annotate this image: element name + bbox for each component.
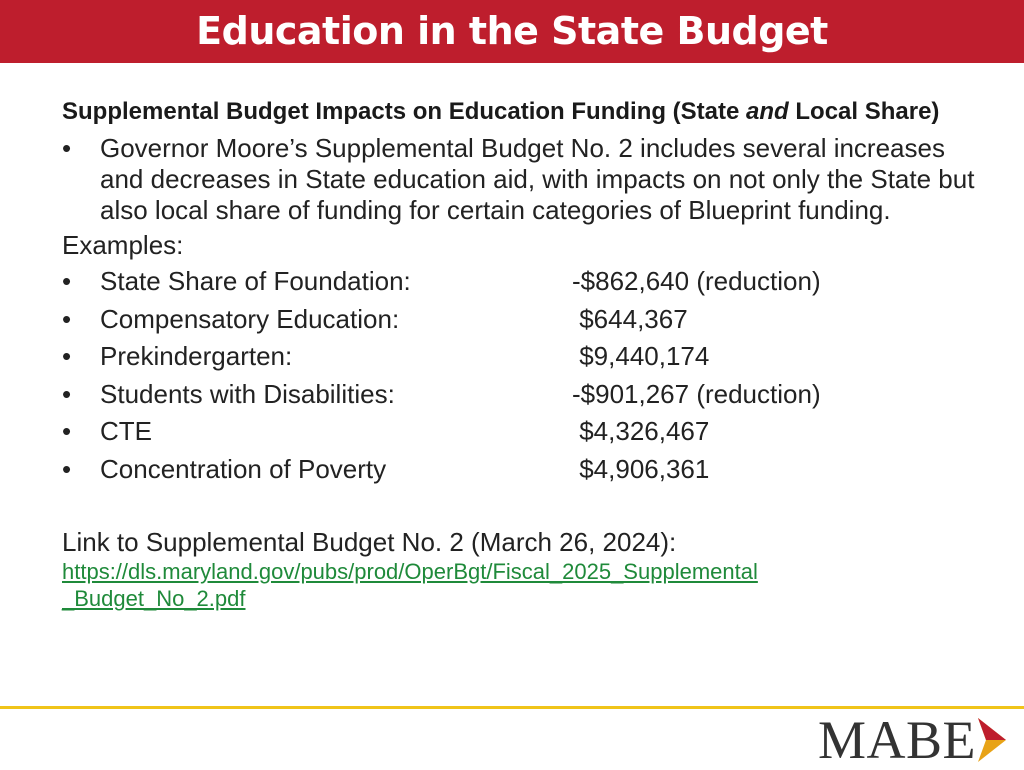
bullet-icon: • xyxy=(62,303,72,334)
bullet-icon: • xyxy=(62,341,72,371)
list-item xyxy=(62,416,982,454)
example-amount: $4,326,467 xyxy=(572,416,710,446)
bullet-icon: • xyxy=(62,266,72,296)
examples-label: Examples: xyxy=(62,230,184,260)
heading-text-start: Supplemental Budget Impacts on Education Funding (State xyxy=(62,98,747,125)
example-label: Students with Disabilities: xyxy=(100,378,395,409)
example-label: CTE xyxy=(100,416,152,446)
list-item xyxy=(62,304,982,342)
slide-content xyxy=(62,96,982,612)
example-amount: $4,906,361 xyxy=(572,453,710,484)
list-item xyxy=(62,454,982,492)
footer-divider xyxy=(0,706,1024,709)
title-bar xyxy=(0,0,1024,63)
example-label: Compensatory Education: xyxy=(100,303,400,334)
logo-wordmark: MABE xyxy=(818,710,977,770)
example-amount: -$862,640 (reduction) xyxy=(572,266,821,296)
example-amount: -$901,267 (reduction) xyxy=(572,378,821,409)
section-heading xyxy=(62,96,982,127)
bullet-icon: • xyxy=(62,453,72,484)
list-item xyxy=(62,379,982,417)
summary-bullet xyxy=(62,133,982,226)
example-amount: $9,440,174 xyxy=(572,341,710,371)
list-item xyxy=(62,341,982,379)
example-label: Prekindergarten: xyxy=(100,341,293,371)
logo-arrow-icon xyxy=(978,718,1006,762)
summary-text: Governor Moore’s Supplemental Budget No. 2 includes several increases and decreases in State education aid, with impacts on not only the State but also local share of funding for certain categories of Blueprint funding. xyxy=(100,133,975,225)
bullet-icon: • xyxy=(62,416,72,446)
bullet-icon: • xyxy=(62,133,72,163)
link-label: Link to Supplemental Budget No. 2 (March 26, 2024): xyxy=(62,527,677,557)
page-title: Education in the State Budget xyxy=(196,9,828,53)
heading-italic-word: and xyxy=(746,98,789,125)
mabe-logo xyxy=(818,710,1008,770)
example-amount: $644,367 xyxy=(572,303,688,334)
examples-list xyxy=(62,266,982,491)
list-item xyxy=(62,266,982,304)
example-label: State Share of Foundation: xyxy=(100,266,411,296)
supplemental-budget-link[interactable]: https://dls.maryland.gov/pubs/prod/OperBgt/Fiscal_2025_Supplemental_Budget_No_2.pdf xyxy=(62,559,758,611)
heading-text-end: Local Share) xyxy=(788,98,940,125)
bullet-icon: • xyxy=(62,378,72,409)
example-label: Concentration of Poverty xyxy=(100,453,387,484)
